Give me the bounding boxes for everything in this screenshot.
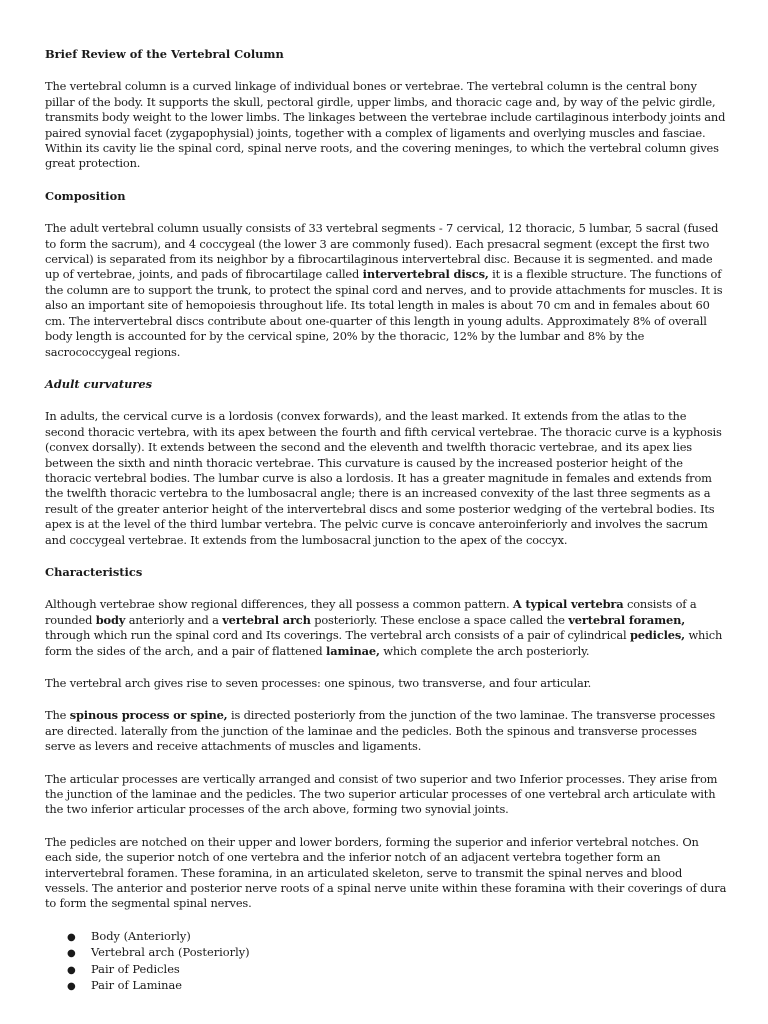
bullet-icon: ● [67,964,76,976]
page-title: Brief Review of the Vertebral Column [45,47,284,61]
typical-vertebra-paragraph: Although vertebrae show regional differences, they all possess a common pattern. A typical vertebra consists of a rounded body anteriorly and a vertebral arch posteriorly. These enclose a space called the vertebral foramen, through which run the spinal cord and Its coverings. The vertebral arch consists of a pair of cylindrical pedicles, which form the sides of the arch, and a pair of flattened laminae, which complete the arch posteriorly. [45,597,723,658]
characteristics-heading: Characteristics [45,564,143,579]
bullet-icon: ● [67,931,76,943]
bullet-icon: ● [67,948,76,960]
list-item: ● Vertebral arch (Posteriorly) [67,945,728,961]
term-vertebral-foramen: vertebral foramen, [568,612,686,627]
composition-heading: Composition [45,188,126,203]
intro-paragraph: The vertebral column is a curved linkage of individual bones or vertebrae. The vertebral column is the central bony pillar of the body. It supports the skull, pectoral girdle, upper limbs, and thoracic cage and, by way of the pelvic girdle, transmits body weight to the lower limbs. The linkages between the vertebrae include cartilaginous interbody joints and paired synovial facet (zygapophysial) joints, together with a complex of ligaments and overlying muscles and fasciae. Within its cavity lie the spinal cord, spinal nerve roots, and the covering meninges, to which the vertebral column gives great protection. [45,79,726,171]
term-body: body [95,612,126,627]
list-item: ● Pair of Laminae [67,978,728,994]
parts-list [45,929,728,995]
curvatures-heading: Adult curvatures [45,376,153,391]
curvatures-paragraph: In adults, the cervical curve is a lordosis (convex forwards), and the least marked. It extends from the atlas to the second thoracic vertebra, with its apex between the fourth and fifth cervical vertebrae. The thoracic curve is a kyphosis (convex dorsally). It extends between the second and the eleventh and twelfth thoracic vertebrae, and its apex lies between the sixth and ninth thoracic vertebrae. This curvature is caused by the increased posterior height of the thoracic vertebral bodies. The lumbar curve is also a lordosis. It has a greater magnitude in females and extends from the twelfth thoracic vertebra to the lumbosacral angle; there is an increased convexity of the last three segments as a result of the greater anterior height of the intervertebral discs and some posterior wedging of the vertebral bodies. Its apex is at the level of the third lumbar vertebra. The pelvic curve is concave anteroinferiorly and involves the sacrum and coccygeal vertebrae. It extends from the lumbosacral junction to the apex of the coccyx. [45,409,722,547]
list-item: ● Pair of Pedicles [67,962,728,978]
pedicles-paragraph: The pedicles are notched on their upper and lower borders, forming the superior and inferior vertebral notches. On each side, the superior notch of one vertebra and the inferior notch of an adjacent vertebra together form an intervertebral foramen. These foramina, in an articulated skeleton, serve to transmit the spinal nerves and blood vessels. The anterior and posterior nerve roots of a spinal nerve unite within these foramina with their coverings of dura to form the segmental spinal nerves. [45,834,727,911]
spinous-process-paragraph: The spinous process or spine, is directed posteriorly from the junction of the two laminae. The transverse processes are directed. laterally from the junction of the laminae and the pedicles. Both the spinous and transverse processes serve as levers and receive attachments of muscles and ligaments. [45,708,716,754]
term-intervertebral-discs: intervertebral discs, [362,267,489,282]
bullet-icon: ● [67,981,76,993]
list-item: ● Body (Anteriorly) [67,929,728,945]
composition-paragraph: The adult vertebral column usually consists of 33 vertebral segments - 7 cervical, 12 thoracic, 5 lumbar, 5 sacral (fused to form the sacrum), and 4 coccygeal (the lower 3 are commonly fused). Each presacral segment (except the first two cervical) is separated from its neighbor by a fibrocartilaginous intervertebral disc. Because it is segmented. and made up of vertebrae, joints, and pads of fibrocartilage called intervertebral discs, it is a flexible structure. The functions of the column are to support the trunk, to protect the spinal cord and nerves, and to provide attachments for muscles. It is also an important site of hemopoiesis throughout life. Its total length in males is about 70 cm and in females about 60 cm. The intervertebral discs contribute about one-quarter of this length in young adults. Approximately 8% of overall body length is accounted for by the cervical spine, 20% by the thoracic, 12% by the lumbar and 8% by the sacrococcygeal regions. [45,221,723,359]
term-typical-vertebra: A typical vertebra [512,597,624,612]
articular-processes-paragraph: The articular processes are vertically arranged and consist of two superior and two Inferior processes. They arise from the junction of the laminae and the pedicles. The two superior articular processes of one vertebral arch articulate with the two inferior articular processes of the arch above, forming two synovial joints. [45,771,718,817]
term-pedicles: pedicles, [629,628,685,643]
term-laminae: laminae, [326,643,380,658]
processes-paragraph: The vertebral arch gives rise to seven processes: one spinous, two transverse, and four articular. [45,676,592,690]
term-spinous-process: spinous process or spine, [69,708,228,723]
term-vertebral-arch: vertebral arch [222,612,311,627]
